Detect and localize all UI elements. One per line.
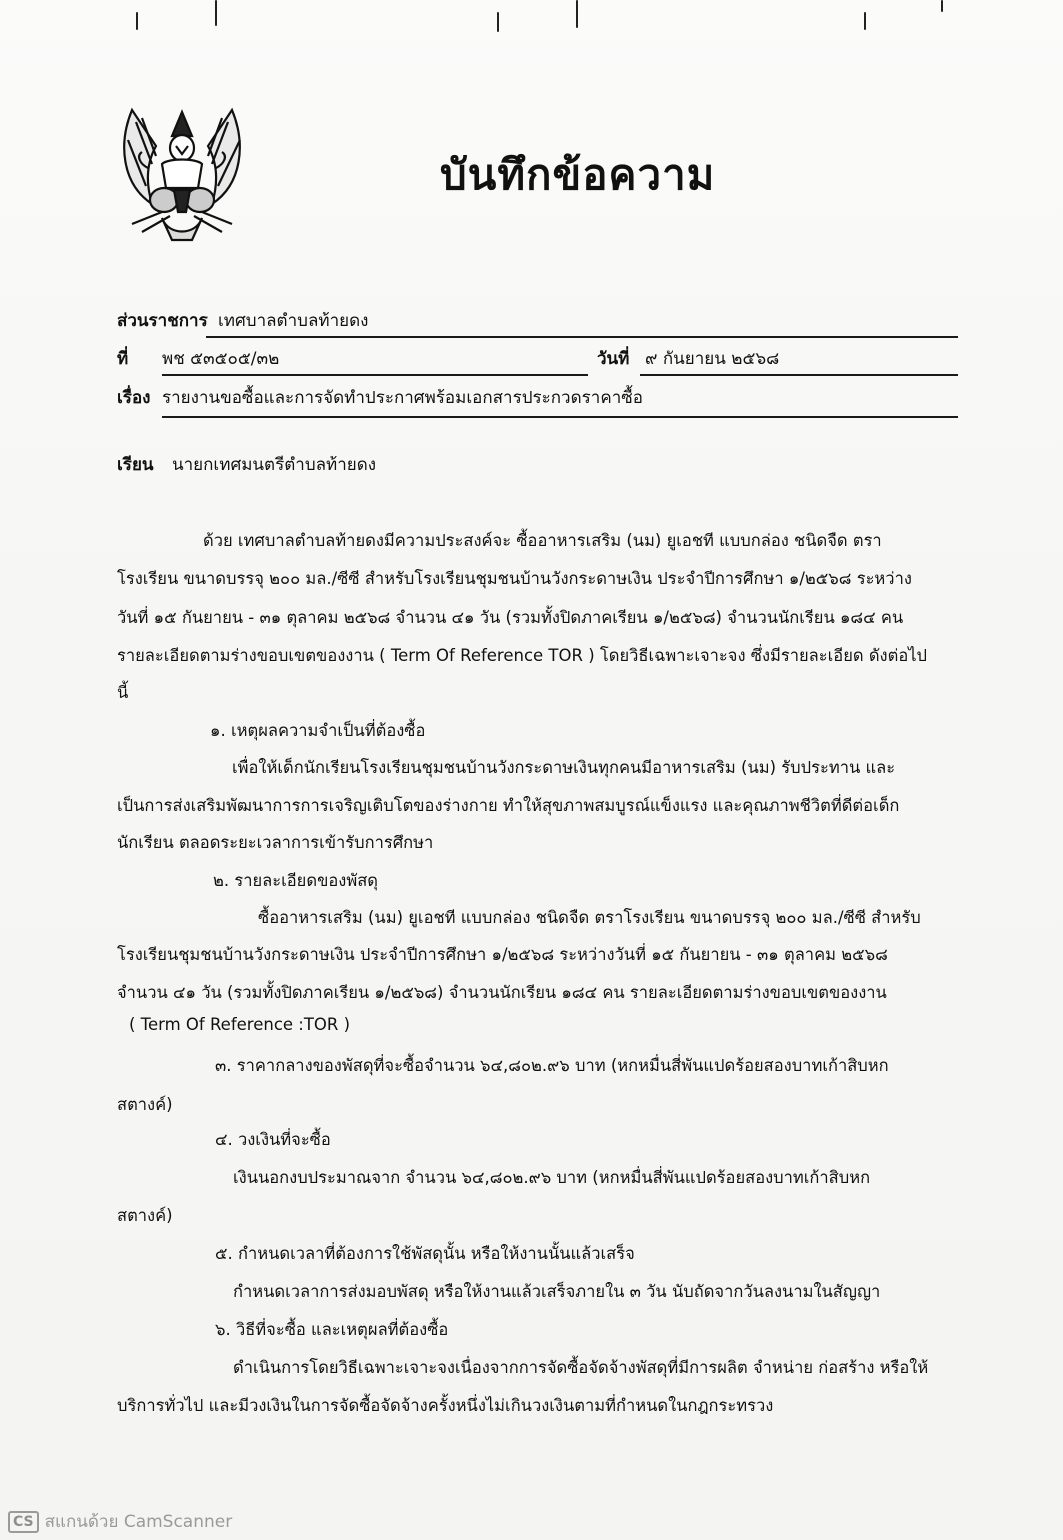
scan-mark — [497, 12, 499, 32]
ref-underline — [162, 374, 588, 376]
intro-line: ด้วย เทศบาลตำบลท้ายดงมีความประสงค์จะ ซื้ออาหารเสริม (นม) ยูเอชที แบบกล่อง ชนิดจืด ตรา — [203, 531, 882, 550]
camscanner-watermark — [8, 1508, 232, 1535]
subject-underline — [162, 416, 958, 418]
section-heading: ๑. เหตุผลความจำเป็นที่ต้องซื้อ — [210, 721, 426, 740]
subject-label: เรื่อง — [117, 388, 151, 408]
to-label: เรียน — [117, 455, 154, 475]
subject-value: รายงานขอซื้อและการจัดทำประกาศพร้อมเอกสารประกวดราคาซื้อ — [162, 388, 643, 408]
date-label: วันที่ — [597, 349, 630, 369]
intro-line: นี้ — [117, 683, 129, 702]
section-heading: ๖. วิธีที่จะซื้อ และเหตุผลที่ต้องซื้อ — [215, 1320, 449, 1339]
intro-line: รายละเอียดตามร่างขอบเขตของงาน ( Term Of Reference TOR ) โดยวิธีเฉพาะเจาะจง ซึ่งมีรายละเอียด ดังต่อไป — [117, 646, 927, 665]
ref-value: พช ๕๓๕๐๕/๓๒ — [162, 349, 280, 369]
garuda-emblem-icon — [112, 104, 252, 246]
scan-mark — [576, 0, 578, 28]
section-line: เป็นการส่งเสริมพัฒนาการการเจริญเติบโตของร่างกาย ทำให้สุขภาพสมบูรณ์แข็งแรง และคุณภาพชีวิตที่ดีต่อเด็ก — [117, 796, 900, 815]
section-heading: ๓. ราคากลางของพัสดุที่จะซื้อจำนวน ๖๔,๘๐๒.๙๖ บาท (หกหมื่นสี่พันแปดร้อยสองบาทเก้าสิบหก — [215, 1056, 889, 1075]
section-line: นักเรียน ตลอดระยะเวลาการเข้ารับการศึกษา — [117, 833, 434, 852]
section-line: ซื้ออาหารเสริม (นม) ยูเอชที แบบกล่อง ชนิดจืด ตราโรงเรียน ขนาดบรรจุ ๒๐๐ มล./ซีซี สำหรับ — [258, 908, 921, 927]
section-line: ดำเนินการโดยวิธีเฉพาะเจาะจงเนื่องจากการจัดซื้อจัดจ้างพัสดุที่มีการผลิต จำหน่าย ก่อสร้าง หรือให้ — [233, 1358, 929, 1377]
scan-mark — [136, 12, 138, 30]
date-underline — [640, 374, 958, 376]
agency-value: เทศบาลตำบลท้ายดง — [218, 311, 369, 331]
scan-mark — [864, 12, 866, 30]
intro-line: โรงเรียน ขนาดบรรจุ ๒๐๐ มล./ซีซี สำหรับโรงเรียนชุมชนบ้านวังกระดาษเงิน ประจำปีการศึกษา ๑/๒๕๖๘ ระหว่าง — [117, 569, 912, 588]
section-heading: ๕. กำหนดเวลาที่ต้องการใช้พัสดุนั้น หรือให้งานนั้นแล้วเสร็จ — [215, 1244, 635, 1263]
section-line: สตางค์) — [117, 1206, 173, 1225]
camscanner-logo-icon: CS — [8, 1511, 39, 1533]
ref-label: ที่ — [117, 349, 129, 369]
section-heading: ๔. วงเงินที่จะซื้อ — [215, 1130, 331, 1149]
intro-line: วันที่ ๑๕ กันยายน - ๓๑ ตุลาคม ๒๕๖๘ จำนวน ๔๑ วัน (รวมทั้งปิดภาคเรียน ๑/๒๕๖๘) จำนวนนักเรียน ๑๘๔ คน — [117, 608, 904, 627]
document-title: บันทึกข้อความ — [440, 150, 716, 199]
section-line: เงินนอกงบประมาณจาก จำนวน ๖๔,๘๐๒.๙๖ บาท (หกหมื่นสี่พันแปดร้อยสองบาทเก้าสิบหก — [233, 1168, 871, 1187]
date-value: ๙ กันยายน ๒๕๖๘ — [645, 349, 780, 369]
section-line: กำหนดเวลาการส่งมอบพัสดุ หรือให้งานแล้วเสร็จภายใน ๓ วัน นับถัดจากวันลงนามในสัญญา — [233, 1282, 881, 1301]
scan-mark — [215, 0, 217, 26]
section-line: โรงเรียนชุมชนบ้านวังกระดาษเงิน ประจำปีการศึกษา ๑/๒๕๖๘ ระหว่างวันที่ ๑๕ กันยายน - ๓๑ ตุลาคม ๒๕๖๘ — [117, 945, 888, 964]
scan-mark — [941, 0, 943, 12]
section-line: บริการทั่วไป และมีวงเงินในการจัดซื้อจัดจ้างครั้งหนึ่งไม่เกินวงเงินตามที่กำหนดในกฎกระทรวง — [117, 1396, 774, 1415]
to-value: นายกเทศมนตรีตำบลท้ายดง — [172, 455, 377, 475]
section-line: เพื่อให้เด็กนักเรียนโรงเรียนชุมชนบ้านวังกระดาษเงินทุกคนมีอาหารเสริม (นม) รับประทาน และ — [232, 758, 896, 777]
agency-underline — [206, 336, 958, 338]
section-line: สตางค์) — [117, 1095, 173, 1114]
section-line: จำนวน ๔๑ วัน (รวมทั้งปิดภาคเรียน ๑/๒๕๖๘) จำนวนนักเรียน ๑๘๔ คน รายละเอียดตามร่างขอบเขตของงาน — [117, 983, 887, 1002]
section-line: ( Term Of Reference :TOR ) — [129, 1015, 351, 1034]
section-heading: ๒. รายละเอียดของพัสดุ — [213, 871, 378, 890]
watermark-text: สแกนด้วย CamScanner — [44, 1512, 233, 1532]
agency-label: ส่วนราชการ — [117, 311, 208, 331]
